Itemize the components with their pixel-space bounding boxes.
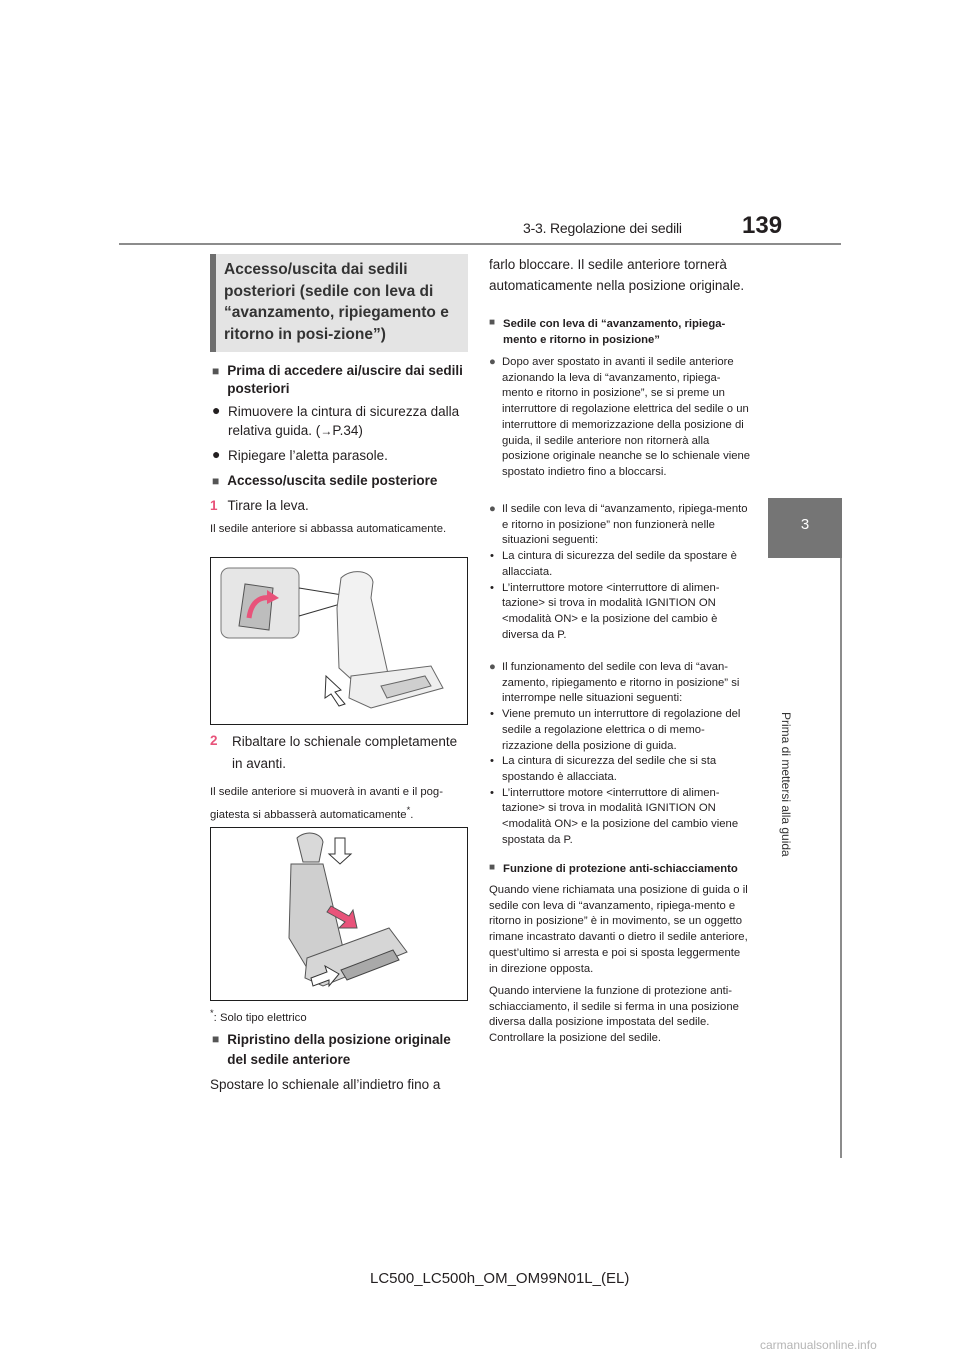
bullet-seatbelt: ● Rimuovere la cintura di sicurezza dalla relativa guida. (→P.34) (212, 402, 470, 441)
step-1-note: Il sedile anteriore si abbassa automaticamente. (210, 523, 447, 535)
interrupt-list (490, 707, 751, 848)
info-paragraph-3: ● Il funzionamento del sedile con leva di “avan-zamento, ripiegamento e ritorno in posizione” si interrompe nelle situazioni seguenti: • Viene premuto un interruttore di regolazione del sedile a regolazione elettrica o di memo-rizzazione della posizione di guida. • La cintura di sicurezza del sedile che si sta spostando è allacciata. • L’interruttore motore <interruttore di alimen-tazione> si trova in modalità IGNITION ON <modalità ON> e la posizione del cambio viene spostata da P. (489, 660, 751, 848)
watermark: carmanualsonline.info (760, 1338, 877, 1352)
restore-continued: farlo bloccare. Il sedile anteriore tornerà automaticamente nella posizione originale. (489, 257, 745, 293)
seat-lever-illustration (211, 558, 467, 724)
step-number: 1 (210, 498, 218, 513)
dot-bullet-icon: ● (212, 402, 221, 418)
condition-list (490, 549, 751, 643)
step-number: 2 (210, 733, 218, 748)
dot-bullet-icon: ● (212, 446, 221, 462)
dot-bullet-icon: ● (489, 503, 496, 515)
anti-pinch-paragraph-1: Quando viene richiamata una posizione di guida o il sedile con leva di “avanzamento, ripiega-mento e ritorno in posizione” è in movimento, se un oggetto rimane incastrato davanti o dietro il sedile anteriore, quest’ultimo si arresta e poi si sposta leggermente in direzione opposta. (489, 884, 748, 975)
page-number: 139 (742, 212, 783, 239)
list-item: • La cintura di sicurezza del sedile da spostare è allacciata. (490, 549, 751, 580)
chapter-rule (840, 558, 842, 1158)
list-item: • L’interruttore motore <interruttore di alimen-tazione> si trova in modalità IGNITION ON <modalità ON> e la posizione del cambio viene spostata da P. (490, 786, 751, 849)
illustration-seatback (210, 827, 468, 1001)
document-code: LC500_LC500h_OM_OM99N01L_(EL) (370, 1270, 630, 1287)
page-reference-link[interactable]: P.34) (332, 423, 363, 438)
square-bullet-icon: ■ (489, 317, 496, 328)
info-paragraph-1: ● Dopo aver spostato in avanti il sedile anteriore azionando la leva di “avanzamento, ripiega-mento e ritorno in posizione”, se si preme un interruttore di regolazione elettrica del sedile o un interruttore di memorizzazione della posizione di guida, il sedile anteriore non ritornerà alla posizione originale neanche se lo schienale viene spostato indietro fino a bloccarsi. (489, 355, 751, 481)
chapter-number: 3 (800, 516, 810, 533)
section-title-bar (210, 254, 216, 352)
square-bullet-icon: ■ (212, 364, 220, 378)
restore-heading: ■ Ripristino della posizione originale del sedile anteriore (212, 1030, 470, 1070)
list-item: • La cintura di sicurezza del sedile che si sta spostando è allacciata. (490, 754, 751, 785)
anti-pinch-paragraph-2: Quando interviene la funzione di protezione anti-schiacciamento, il sedile si ferma in una posizione diversa dalla posizione impostata del sedile. Controllare la posizione del sedile. (489, 985, 739, 1045)
section-title: Accesso/uscita dai sedili posteriori (sedile con leva di “avanzamento, ripiegamento e ritorno in posi-zione”) (224, 261, 449, 343)
restore-text: Spostare lo schienale all’indietro fino a (210, 1077, 441, 1092)
lever-seat-heading: ■ Sedile con leva di “avanzamento, ripiega-mento e ritorno in posizione” (489, 317, 751, 348)
arrow-right-icon: → (320, 424, 333, 438)
dot-bullet-icon: ● (489, 661, 496, 673)
footnote: *: Solo tipo elettrico (210, 1007, 307, 1024)
square-bullet-icon: ■ (212, 1032, 220, 1046)
step-2-note: Il sedile anteriore si muoverà in avanti e il pog-giatesta si abbasserà automaticamente*. (210, 786, 443, 821)
access-heading: ■ Accesso/uscita sedile posteriore (212, 473, 438, 488)
chapter-title: Prima di mettersi alla guida (779, 712, 793, 857)
header-rule (119, 243, 841, 245)
list-item: • Viene premuto un interruttore di regolazione del sedile a regolazione elettrica o di memo-rizzazione della posizione di guida. (490, 707, 751, 754)
info-paragraph-2: ● Il sedile con leva di “avanzamento, ripiega-mento e ritorno in posizione” non funzionerà nelle situazioni seguenti: • La cintura di sicurezza del sedile da spostare è allacciata. • L’interruttore motore <interruttore di alimen-tazione> si trova in modalità IGNITION ON <modalità ON> e la posizione del cambio è diversa da P. (489, 502, 751, 643)
before-heading: ■ Prima di accedere ai/uscire dai sedili posteriori (212, 363, 463, 396)
section-header: 3-3. Regolazione dei sedili (523, 220, 682, 236)
square-bullet-icon: ■ (212, 474, 220, 488)
seat-fold-illustration (211, 828, 467, 1000)
list-item: • L’interruttore motore <interruttore di alimen-tazione> si trova in modalità IGNITION ON <modalità ON> e la posizione del cambio è diversa da P. (490, 581, 751, 644)
step-1: 1 Tirare la leva. (210, 498, 309, 513)
dot-bullet-icon: ● (489, 356, 496, 368)
anti-pinch-heading: ■ Funzione di protezione anti-schiacciamento (489, 862, 751, 878)
square-bullet-icon: ■ (489, 862, 496, 873)
step-2: 2 Ribaltare lo schienale completamente in avanti. (210, 731, 468, 775)
illustration-lever (210, 557, 468, 725)
bullet-sunvisor: ● Ripiegare l’aletta parasole. (212, 446, 388, 463)
